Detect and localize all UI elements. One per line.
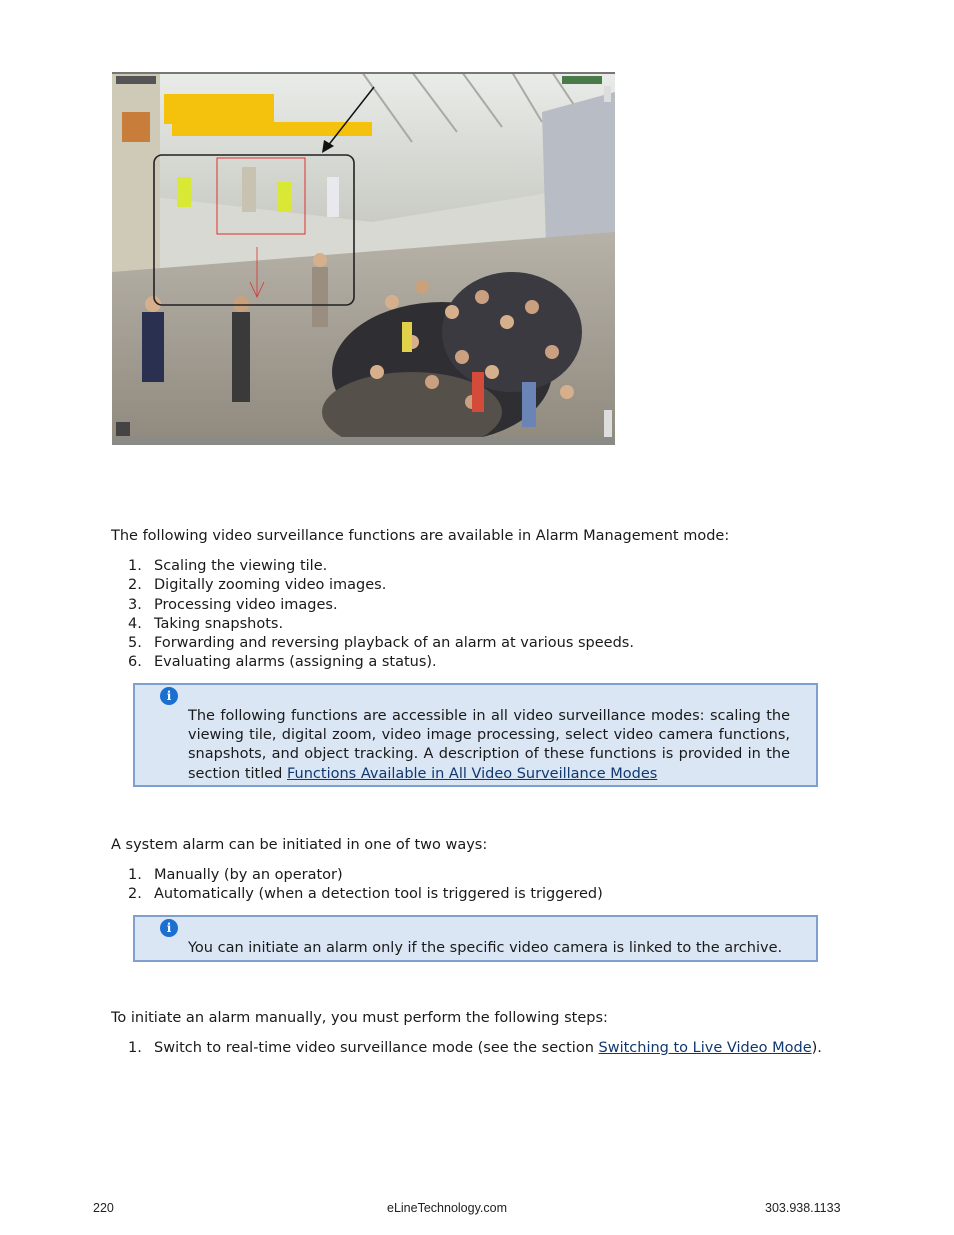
page-number: 220 [93,1201,114,1215]
list-item: 3. Processing video images. [128,596,338,613]
info-note-archive [133,915,818,962]
list-item: 5. Forwarding and reversing playback of an alarm at various speeds. [128,635,634,652]
list-item: 2. Automatically (when a detection tool is triggered is triggered) [128,886,603,903]
manual-alarm-intro: To initiate an alarm manually, you must perform the following steps: [111,1010,608,1026]
info-icon: i [160,919,178,937]
list-item: 1. Manually (by an operator) [128,867,343,883]
info-note-functions [133,683,818,787]
functions-all-modes-link[interactable]: Functions Available in All Video Surveillance Modes [287,765,658,782]
list-item: 2. Digitally zooming video images. [128,577,387,594]
footer-site: eLineTechnology.com [387,1201,507,1215]
alarm-ways-list [128,866,603,905]
alarm-intro: A system alarm can be initiated in one of two ways: [111,837,488,853]
list-item: 4. Taking snapshots. [128,615,284,632]
switch-live-video-link[interactable]: Switching to Live Video Mode [598,1040,812,1056]
note-text: The following functions are accessible in all video surveillance modes: scaling the viewing tile, digital zoom, video image processing, select video camera functions, snapshots, and object tracking. A description of these functions is provided in the section titled Functions Available in All Video Surveillance Modes [188,708,790,782]
info-icon: i [160,687,178,705]
list-item: 1. Switch to real-time video surveillance mode (see the section Switching to Live Video Mode). [128,1040,822,1056]
camera-view-image [112,72,615,445]
surveillance-screenshot [112,72,615,445]
functions-intro: The following video surveillance functions are available in Alarm Management mode: [111,528,730,544]
list-item: 1. Scaling the viewing tile. [128,558,328,574]
note-text: You can initiate an alarm only if the specific video camera is linked to the archive. [188,940,783,956]
steps-list [128,1039,822,1058]
footer-phone: 303.938.1133 [765,1201,841,1215]
functions-list [128,557,634,673]
list-item: 6. Evaluating alarms (assigning a status). [128,654,437,671]
